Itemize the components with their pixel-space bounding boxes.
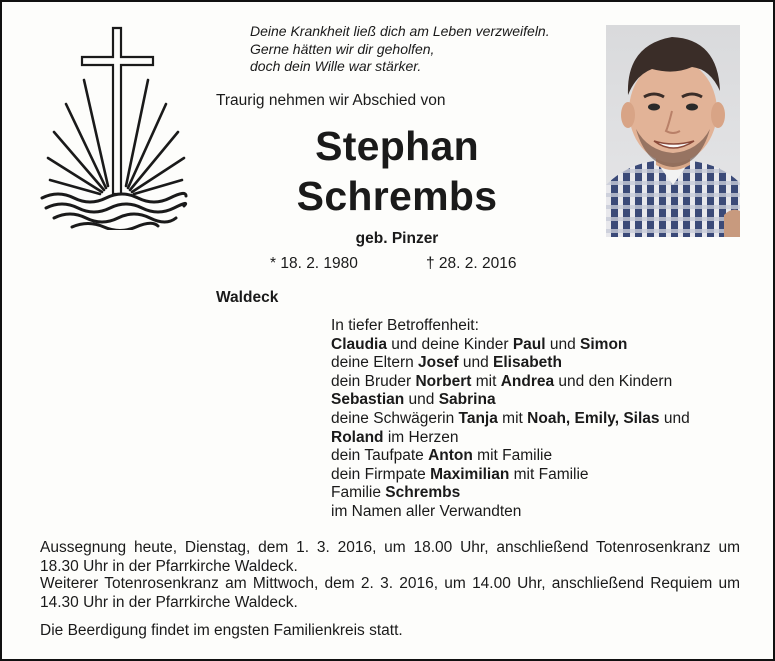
mourner-line xyxy=(331,484,690,503)
mourner-text: mit Familie xyxy=(509,465,589,483)
mourner-text: im Namen aller Verwandten xyxy=(331,502,522,520)
mourner-name: Sebastian xyxy=(331,391,405,409)
death-date: † 28. 2. 2016 xyxy=(426,255,517,272)
mourner-name: Anton xyxy=(428,447,473,465)
service-notice: Aussegnung heute, Dienstag, dem 1. 3. 2016, um 18.00 Uhr, anschließend Totenrosenkranz um 18.30 Uhr in der Pfarrkirche Waldeck. xyxy=(40,539,740,575)
portrait-photo xyxy=(606,25,740,237)
mourner-name: Roland xyxy=(331,428,384,446)
mourner-text: mit Familie xyxy=(472,447,553,465)
mourner-text: deine Schwägerin xyxy=(331,409,459,427)
deceased-last-name: Schrembs xyxy=(296,173,498,219)
mourner-text: mit xyxy=(497,409,528,427)
mourners-list xyxy=(331,317,690,522)
mourner-name: Sabrina xyxy=(438,391,496,409)
mourner-line xyxy=(331,373,690,392)
mourner-line xyxy=(331,447,690,466)
mourner-line xyxy=(331,410,690,429)
intro-text: Traurig nehmen wir Abschied von xyxy=(216,92,446,109)
mourner-text: Familie xyxy=(331,484,386,502)
mourner-text: im Herzen xyxy=(383,428,459,446)
burial-notice: Die Beerdigung findet im engsten Familienkreis statt. xyxy=(40,622,403,639)
mourner-line xyxy=(331,354,690,373)
mourner-name: Noah, Emily, Silas xyxy=(527,409,660,427)
mourner-name: Schrembs xyxy=(385,484,461,502)
mourner-line xyxy=(331,503,690,522)
mourner-name: Claudia xyxy=(331,335,387,353)
mourner-name: Simon xyxy=(580,335,628,353)
quote-line: Gerne hätten wir dir geholfen, xyxy=(250,40,435,57)
quote xyxy=(250,23,595,76)
mourner-name: Tanja xyxy=(458,409,498,427)
place-name: Waldeck xyxy=(216,289,279,306)
mourner-text: dein Bruder xyxy=(331,372,416,390)
mourner-name: Elisabeth xyxy=(493,354,562,372)
mourner-name: Norbert xyxy=(415,372,472,390)
mourner-name: Paul xyxy=(512,335,546,353)
cross-sun-waves-icon xyxy=(38,24,190,230)
mourner-line xyxy=(331,391,690,410)
deceased-first-name: Stephan xyxy=(315,123,479,169)
mourner-text: und xyxy=(458,354,494,372)
mourner-text: und xyxy=(659,409,690,427)
mourner-text: In tiefer Betroffenheit: xyxy=(331,317,479,334)
mourner-text: und den Kindern xyxy=(554,372,673,390)
mourner-text: und deine Kinder xyxy=(386,335,513,353)
mourner-name: Andrea xyxy=(500,372,555,390)
mourner-text: dein Firmpate xyxy=(331,465,431,483)
mourner-text: deine Eltern xyxy=(331,354,419,372)
mourner-line xyxy=(331,466,690,485)
mourner-text: dein Taufpate xyxy=(331,447,429,465)
quote-line: Deine Krankheit ließ dich am Leben verzweifeln. xyxy=(250,23,550,39)
mourner-line xyxy=(331,336,690,355)
service-notice: Weiterer Totenrosenkranz am Mittwoch, dem 2. 3. 2016, um 14.00 Uhr, anschließend Requiem um 14.30 Uhr in der Pfarrkirche Waldeck. xyxy=(40,575,740,611)
mourner-text: und xyxy=(545,335,581,353)
mourner-line xyxy=(331,317,690,336)
mourner-name: Maximilian xyxy=(430,465,510,483)
mourner-text: mit xyxy=(471,372,501,390)
mourner-name: Josef xyxy=(418,354,459,372)
birth-name: geb. Pinzer xyxy=(355,230,439,247)
birth-date: * 18. 2. 1980 xyxy=(270,255,358,272)
mourner-line xyxy=(331,429,690,448)
quote-line: doch dein Wille war stärker. xyxy=(250,58,422,74)
mourner-text: und xyxy=(404,391,439,409)
